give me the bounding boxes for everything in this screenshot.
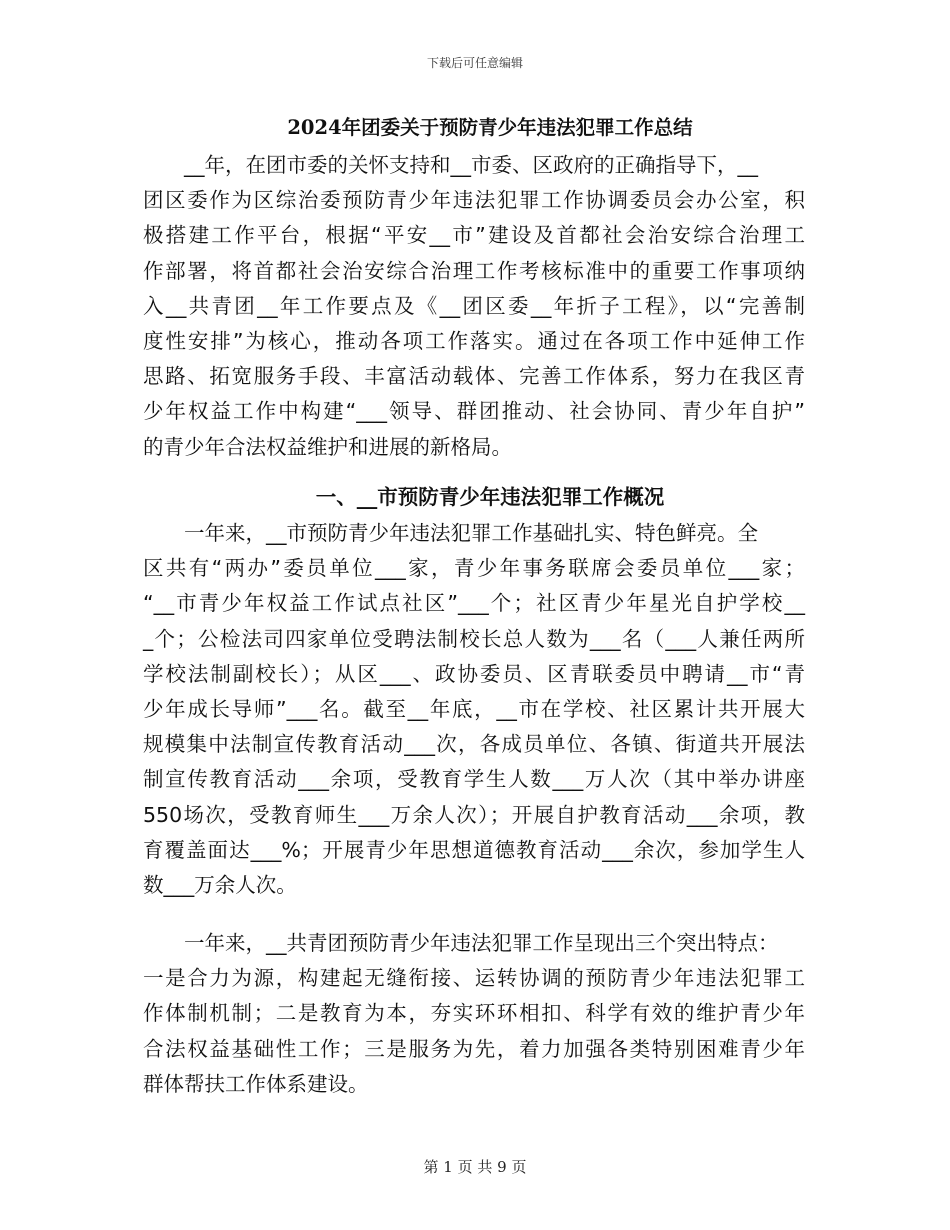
header-note: 下载后可任意编辑 [426,56,523,70]
text-line: 作部署，将首都社会治安综合治理工作考核标准中的重要工作事项纳 [143,258,805,283]
text-line: 思路、拓宽服务手段、丰富活动载体、完善工作体系，努力在我区青 [143,364,805,389]
text-line: 制宣传教育活动___余项，受教育学生人数___万人次（其中举办讲座 [143,767,805,792]
text-line: _个；公检法司四家单位受聘法制校长总人数为___名（___人兼任两所 [143,626,805,651]
features-paragraph [143,926,805,1102]
text-line: 团区委作为区综治委预防青少年违法犯罪工作协调委员会办公室，积 [143,188,805,213]
text-line: 群体帮扶工作体系建设。 [143,1071,369,1096]
overview-paragraph [143,516,805,903]
text-line: 育覆盖面达___%；开展青少年思想道德教育活动___余次，参加学生人 [143,837,805,862]
text-line: 一是合力为源，构建起无缝衔接、运转协调的预防青少年违法犯罪工 [143,966,805,991]
text-line: 作体制机制；二是教育为本，夯实环环相扣、科学有效的维护青少年 [143,1001,805,1026]
text-line: 数___万余人次。 [143,872,297,897]
text-line: 区共有“两办”委员单位___家，青少年事务联席会委员单位___家； [143,556,805,581]
intro-paragraph [143,148,805,465]
text-line: 少年权益工作中构建“___领导、群团推动、社会协同、青少年自护” [143,399,805,424]
text-line: 的青少年合法权益维护和进展的新格局。 [143,434,512,459]
section-heading: 一、__市预防青少年违法犯罪工作概况 [315,485,665,509]
text-line: 规模集中法制宣传教育活动___次，各成员单位、各镇、街道共开展法 [143,732,805,757]
text-line: 一年来，__共青团预防青少年违法犯罪工作呈现出三个突出特点： [184,931,779,955]
text-line: 入__共青团__年工作要点及《__团区委__年折子工程》，以“完善制 [143,293,805,318]
text-line: 度性安排”为核心，推动各项工作落实。通过在各项工作中延伸工作 [143,328,805,353]
text-line: __年，在团市委的关怀支持和__市委、区政府的正确指导下，__ [184,153,758,177]
text-line: 学校法制副校长）；从区___、政协委员、区青联委员中聘请__市“青 [143,661,805,686]
text-line: “__市青少年权益工作试点社区”___个；社区青少年星光自护学校__ [143,591,805,616]
page-number-footer: 第 1 页 共 9 页 [423,1158,527,1176]
text-line: 极搭建工作平台，根据“平安__市”建设及首都社会治安综合治理工 [143,223,805,248]
text-line: 550场次，受教育师生___万余人次）；开展自护教育活动___余项，教 [143,802,805,827]
document-title: 2024年团委关于预防青少年违法犯罪工作总结 [287,116,693,139]
text-line: 一年来，__市预防青少年违法犯罪工作基础扎实、特色鲜亮。全 [184,521,758,545]
text-line: 少年成长导师”___名。截至__年底，__市在学校、社区累计共开展大 [143,696,805,721]
text-line: 合法权益基础性工作；三是服务为先，着力加强各类特别困难青少年 [143,1036,805,1061]
